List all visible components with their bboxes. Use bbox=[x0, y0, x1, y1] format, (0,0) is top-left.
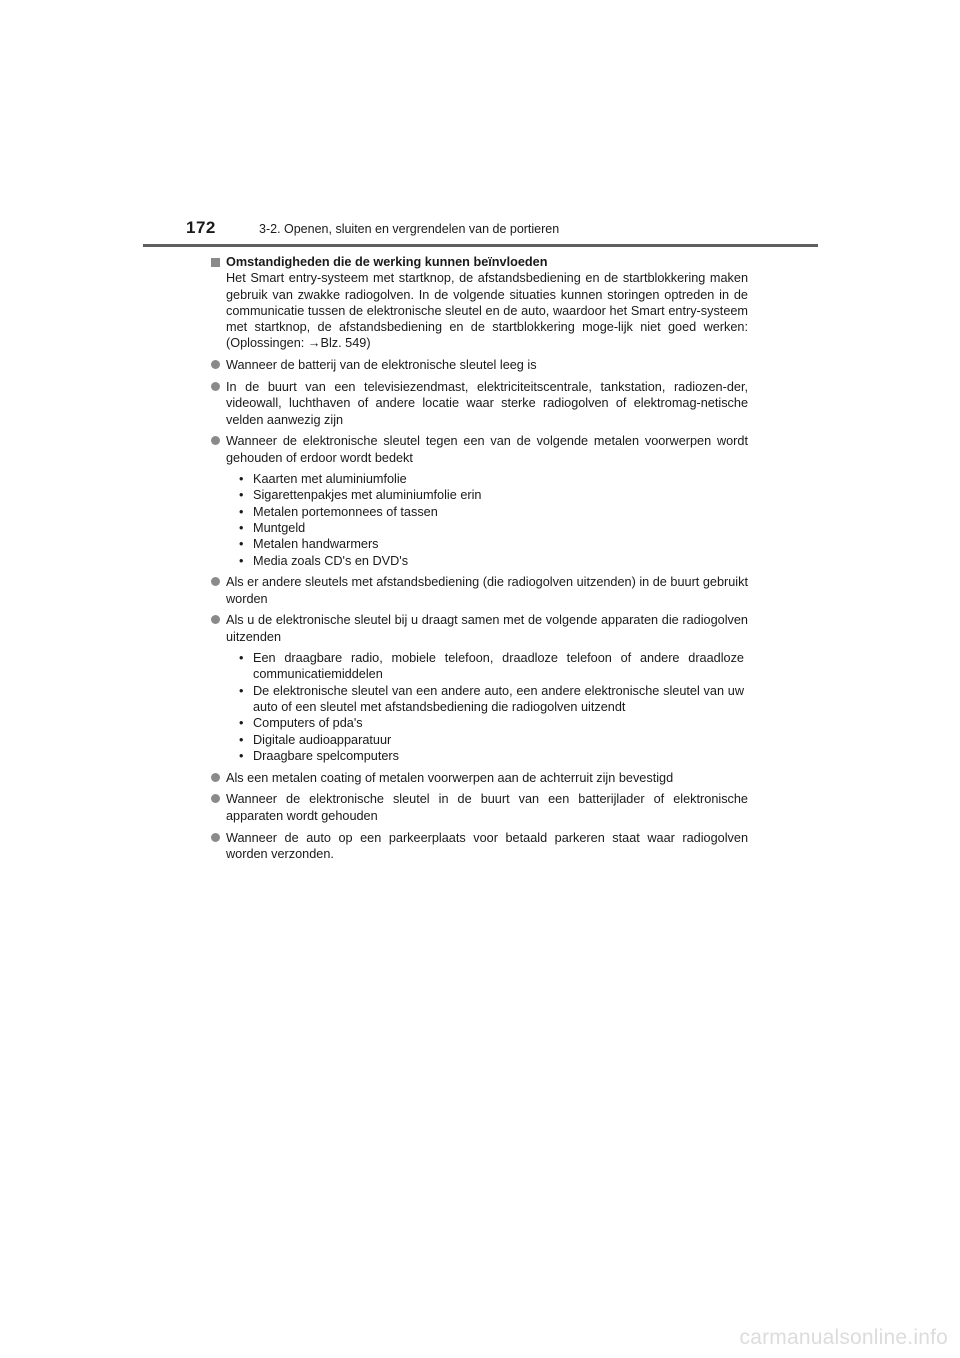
list-item-text: In de buurt van een televisiezendmast, elektriciteitscentrale, tankstation, radiozen-der, videowall, luchthaven of andere locatie waar sterke radiogolven of elektromag-netische velden aanwezig zijn bbox=[226, 380, 748, 427]
header-divider bbox=[143, 244, 818, 247]
bullet-mark-icon: • bbox=[239, 732, 244, 747]
list-item bbox=[211, 574, 748, 607]
sub-list-item bbox=[226, 504, 748, 520]
sub-list-item bbox=[226, 683, 748, 716]
sub-list-item bbox=[226, 536, 748, 552]
bullet-mark-icon: • bbox=[239, 716, 244, 731]
circle-bullet-icon bbox=[211, 577, 220, 586]
sub-list-item bbox=[226, 471, 748, 487]
page-number: 172 bbox=[186, 218, 216, 237]
bullet-mark-icon: • bbox=[239, 553, 244, 568]
bullet-mark-icon: • bbox=[239, 488, 244, 503]
sub-list-item-text: Metalen portemonnees of tassen bbox=[253, 504, 438, 519]
sub-list-item-text: Digitale audioapparatuur bbox=[253, 732, 392, 747]
list-item bbox=[211, 433, 748, 568]
bullet-mark-icon: • bbox=[239, 520, 244, 535]
list-item bbox=[211, 830, 748, 863]
sub-list-item bbox=[226, 748, 748, 764]
list-item-text: Als een metalen coating of metalen voorwerpen aan de achterruit zijn bevestigd bbox=[226, 770, 674, 785]
bullet-mark-icon: • bbox=[239, 651, 244, 666]
circle-bullet-icon bbox=[211, 615, 220, 624]
sub-list-item bbox=[226, 732, 748, 748]
main-content bbox=[211, 254, 748, 862]
sub-list-item-text: Kaarten met aluminiumfolie bbox=[253, 472, 407, 487]
sub-list bbox=[226, 471, 748, 569]
bullet-mark-icon: • bbox=[239, 472, 244, 487]
list-item-text: Als er andere sleutels met afstandsbediening (die radiogolven uitzenden) in de buurt gebruikt worden bbox=[226, 575, 748, 606]
section-heading bbox=[211, 254, 748, 270]
square-bullet-icon bbox=[211, 258, 220, 267]
section-title-text: Omstandigheden die de werking kunnen beïnvloeden bbox=[226, 255, 548, 269]
circle-bullet-icon bbox=[211, 833, 220, 842]
sub-list-item-text: Draagbare spelcomputers bbox=[253, 748, 399, 763]
list-item bbox=[211, 791, 748, 824]
sub-list-item-text: Metalen handwarmers bbox=[253, 537, 379, 552]
watermark-url: carmanualsonline.info bbox=[739, 1326, 948, 1349]
bullet-mark-icon: • bbox=[239, 504, 244, 519]
sub-list-item-text: De elektronische sleutel van een andere auto, een andere elektronische sleutel van uw auto of een sleutel met afstandsbediening die radiogolven uitzendt bbox=[253, 683, 744, 714]
bullet-mark-icon: • bbox=[239, 537, 244, 552]
list-item-text: Wanneer de elektronische sleutel in de buurt van een batterijlader of elektronische apparaten wordt gehouden bbox=[226, 792, 748, 823]
circle-bullet-icon bbox=[211, 382, 220, 391]
sub-list-item-text: Een draagbare radio, mobiele telefoon, draadloze telefoon of andere draadloze communicatiemiddelen bbox=[253, 651, 744, 682]
list-item-text: Wanneer de batterij van de elektronische sleutel leeg is bbox=[226, 358, 537, 373]
list-item-text: Als u de elektronische sleutel bij u draagt samen met de volgende apparaten die radiogolven uitzenden bbox=[226, 613, 748, 644]
sub-list-item-text: Media zoals CD's en DVD's bbox=[253, 553, 409, 568]
list-item-text: Wanneer de elektronische sleutel tegen een van de volgende metalen voorwerpen wordt gehouden of erdoor wordt bedekt bbox=[226, 434, 748, 465]
circle-bullet-icon bbox=[211, 794, 220, 803]
sub-list-item-text: Computers of pda's bbox=[253, 716, 363, 731]
sub-list-item bbox=[226, 520, 748, 536]
intro-paragraph: Het Smart entry-systeem met startknop, de afstandsbediening en de startblokkering maken gebruik van zwakke radiogolven. In de volgende situaties kunnen storingen optreden in de communicatie tussen de elektronische sleutel en de auto, waardoor het Smart entry-systeem met startknop, de afstandsbediening en de startblokkering moge-lijk niet goed werken: (Oplossingen: →Blz. 549) bbox=[226, 271, 748, 351]
sub-list bbox=[226, 650, 748, 764]
sub-list-item-text: Sigarettenpakjes met aluminiumfolie erin bbox=[253, 488, 482, 503]
list-item bbox=[211, 379, 748, 428]
list-item-text: Wanneer de auto op een parkeerplaats voor betaald parkeren staat waar radiogolven worden verzonden. bbox=[226, 830, 748, 861]
sub-list-item bbox=[226, 650, 748, 683]
conditions-list bbox=[211, 357, 748, 862]
bullet-mark-icon: • bbox=[239, 748, 244, 763]
circle-bullet-icon bbox=[211, 360, 220, 369]
list-item bbox=[211, 612, 748, 764]
sub-list-item bbox=[226, 487, 748, 503]
bullet-mark-icon: • bbox=[239, 683, 244, 698]
sub-list-item bbox=[226, 715, 748, 731]
list-item bbox=[211, 357, 748, 373]
list-item bbox=[211, 770, 748, 786]
circle-bullet-icon bbox=[211, 773, 220, 782]
chapter-header: 3-2. Openen, sluiten en vergrendelen van de portieren bbox=[259, 222, 560, 236]
circle-bullet-icon bbox=[211, 436, 220, 445]
sub-list-item bbox=[226, 553, 748, 569]
sub-list-item-text: Muntgeld bbox=[253, 520, 306, 535]
